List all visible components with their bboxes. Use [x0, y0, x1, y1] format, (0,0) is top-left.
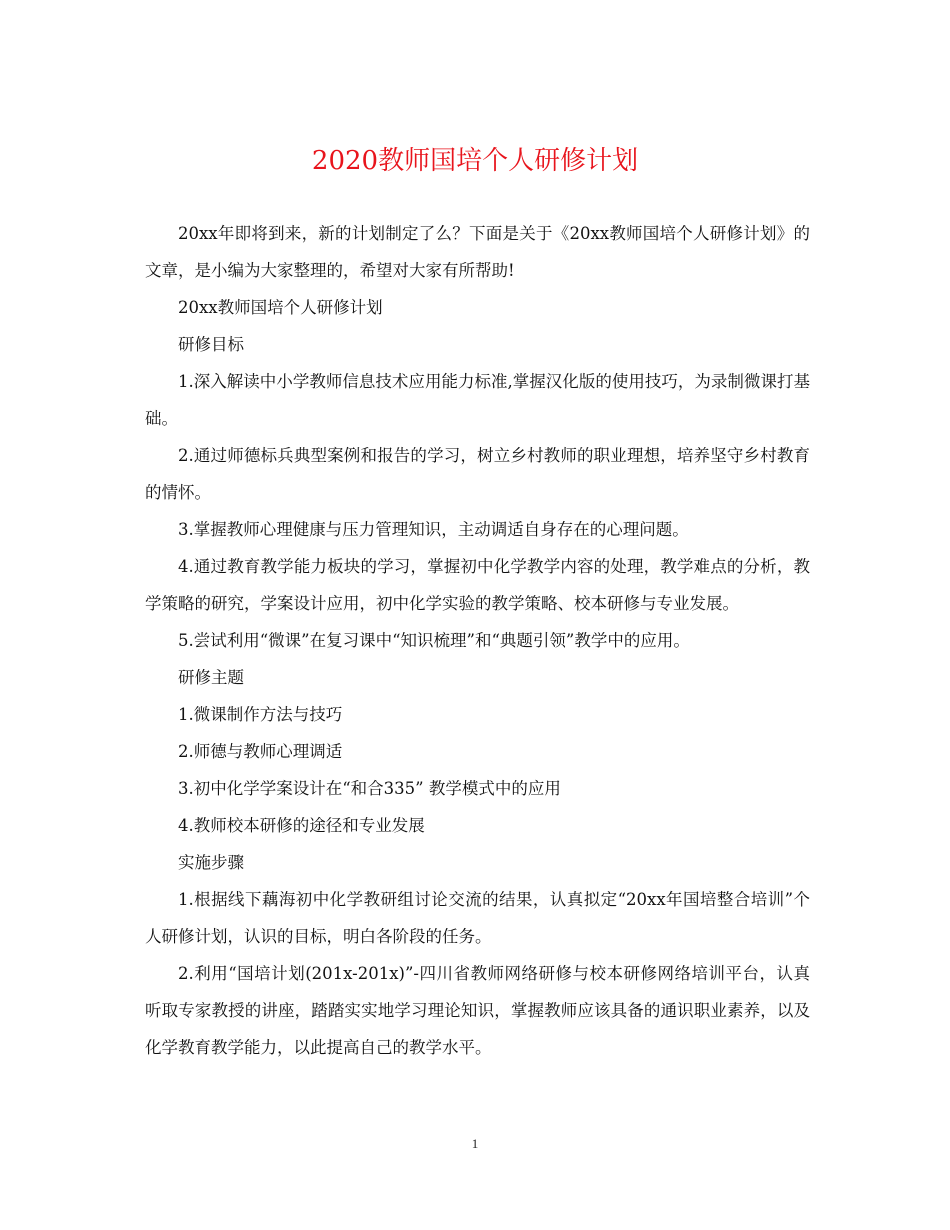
document-title: 2020教师国培个人研修计划 — [311, 146, 639, 176]
goal-item-5: 5.尝试利用“微课”在复习课中“知识梳理”和“典题引领”教学中的应用。 — [178, 631, 690, 650]
section-heading-themes: 研修主题 — [178, 668, 244, 687]
paragraph-intro: 20xx年即将到来，新的计划制定了么？下面是关于《20xx教师国培个人研修计划》的文章，是小编为大家整理的，希望对大家有所帮助! — [145, 224, 810, 280]
goal-item-3: 3.掌握教师心理健康与压力管理知识，主动调适自身存在的心理问题。 — [178, 520, 689, 539]
theme-item-4: 4.教师校本研修的途径和专业发展 — [178, 816, 425, 835]
page-number: 1 — [471, 1136, 479, 1151]
goal-item-1: 1.深入解读中小学教师信息技术应用能力标准,掌握汉化版的使用技巧，为录制微课打基础。 — [145, 372, 810, 428]
section-heading-steps: 实施步骤 — [178, 853, 244, 872]
theme-item-3: 3.初中化学学案设计在“和合335” 教学模式中的应用 — [178, 779, 561, 798]
paragraph-plan-heading: 20xx教师国培个人研修计划 — [178, 298, 383, 317]
theme-item-2: 2.师德与教师心理调适 — [178, 742, 343, 761]
goal-item-2: 2.通过师德标兵典型案例和报告的学习，树立乡村教师的职业理想，培养坚守乡村教育的情怀。 — [145, 446, 810, 502]
document-body — [145, 215, 810, 1066]
theme-item-1: 1.微课制作方法与技巧 — [178, 705, 343, 724]
goal-item-4: 4.通过教育教学能力板块的学习，掌握初中化学教学内容的处理，教学难点的分析，教学策略的研究，学案设计应用，初中化学实验的教学策略、校本研修与专业发展。 — [145, 557, 810, 613]
step-item-2: 2.利用“国培计划(201x-201x)”-四川省教师网络研修与校本研修网络培训平台，认真听取专家教授的讲座，踏踏实实地学习理论知识，掌握教师应该具备的通识职业素养，以及化学教育教学能力，以此提高自己的教学水平。 — [145, 964, 810, 1057]
section-heading-goals: 研修目标 — [178, 335, 244, 354]
step-item-1: 1.根据线下藕海初中化学教研组讨论交流的结果，认真拟定“20xx年国培整合培训”个人研修计划，认识的目标，明白各阶段的任务。 — [145, 890, 810, 946]
